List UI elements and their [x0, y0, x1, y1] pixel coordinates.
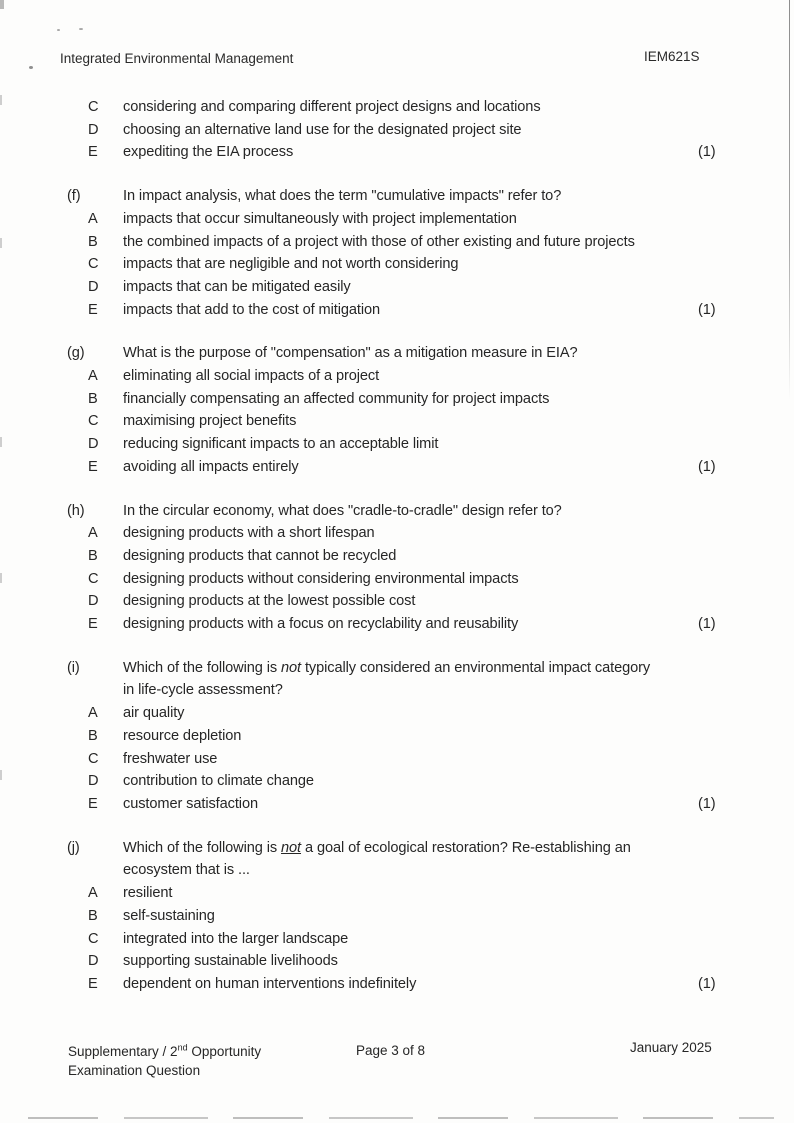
option-letter: B [88, 907, 98, 924]
option-letter: A [88, 210, 98, 227]
option-letter: C [88, 256, 99, 273]
question-label: (g) [67, 345, 85, 362]
footer-exam-type-line1: Supplementary / 2nd Opportunity [68, 1042, 262, 1059]
question-emphasis: not [281, 659, 302, 676]
option-row [0, 119, 794, 142]
option-text: designing products without considering environmental impacts [123, 570, 519, 587]
option-row [0, 950, 794, 973]
option-text: impacts that occur simultaneously with project implementation [123, 210, 517, 227]
option-row [0, 748, 794, 771]
question-label: (j) [67, 839, 80, 856]
scan-artifact-tick [0, 573, 2, 583]
scan-artifact-tick [0, 238, 2, 248]
option-row [0, 928, 794, 951]
option-letter: A [88, 368, 98, 385]
scan-artifact-dot [57, 29, 60, 31]
option-text: impacts that are negligible and not worth considering [123, 256, 459, 273]
mark-allocation: (1) [698, 458, 716, 475]
option-letter: B [88, 547, 98, 564]
option-row [0, 208, 794, 231]
option-letter: E [88, 616, 98, 633]
option-letter: D [88, 278, 99, 295]
option-letter: C [88, 413, 99, 430]
question-text-line2: ecosystem that is ... [123, 862, 250, 879]
option-text: choosing an alternative land use for the designated project site [123, 121, 522, 138]
option-row [0, 725, 794, 748]
question-label: (h) [67, 502, 85, 519]
option-row [0, 141, 794, 164]
question-row [0, 657, 794, 680]
option-letter: E [88, 458, 98, 475]
option-row [0, 276, 794, 299]
option-row [0, 253, 794, 276]
option-letter: C [88, 750, 99, 767]
option-letter: D [88, 593, 99, 610]
option-text: reducing significant impacts to an acceptable limit [123, 436, 439, 453]
scan-artifact-tick [0, 770, 2, 780]
option-text: expediting the EIA process [123, 144, 294, 161]
question-g-section [0, 342, 794, 478]
option-text: avoiding all impacts entirely [123, 458, 299, 475]
option-row [0, 905, 794, 928]
option-text: financially compensating an affected community for project impacts [123, 390, 550, 407]
scan-artifact-dot [79, 28, 83, 30]
question-content [0, 96, 794, 1017]
option-letter: C [88, 930, 99, 947]
option-row [0, 456, 794, 479]
scan-artifact-bottom-streak [28, 1117, 774, 1119]
question-text-post: a goal of ecological restoration? Re-establishing an [301, 839, 631, 856]
option-text: resilient [123, 885, 173, 902]
option-row [0, 410, 794, 433]
option-letter: E [88, 144, 98, 161]
option-letter: C [88, 570, 99, 587]
option-row [0, 388, 794, 411]
option-text: considering and comparing different project designs and locations [123, 99, 541, 115]
mark-allocation: (1) [698, 616, 716, 633]
question-row-line2 [0, 679, 794, 702]
scan-artifact-right-line [789, 0, 790, 400]
option-letter: E [88, 301, 98, 318]
option-letter: D [88, 773, 99, 790]
option-letter: D [88, 121, 99, 138]
option-text: the combined impacts of a project with those of other existing and future projects [123, 233, 635, 250]
question-label: (i) [67, 659, 80, 676]
mark-allocation: (1) [698, 301, 716, 318]
option-row [0, 702, 794, 725]
option-row [0, 590, 794, 613]
option-text: eliminating all social impacts of a project [123, 368, 380, 385]
option-letter: B [88, 390, 98, 407]
option-row [0, 231, 794, 254]
option-text: air quality [123, 705, 185, 722]
question-text-pre: Which of the following is [123, 839, 282, 856]
ordinal-superscript: nd [177, 1042, 188, 1053]
option-letter: A [88, 885, 98, 902]
scan-artifact-tick [0, 437, 2, 447]
option-text: integrated into the larger landscape [123, 930, 349, 947]
exam-date: January 2025 [630, 1040, 712, 1055]
question-row [0, 837, 794, 860]
option-text: dependent on human interventions indefinitely [123, 975, 417, 992]
option-text: impacts that add to the cost of mitigation [123, 301, 381, 318]
option-text: designing products with a short lifespan [123, 525, 375, 542]
option-row [0, 568, 794, 591]
question-emphasis: not [281, 839, 302, 856]
option-letter: A [88, 525, 98, 542]
option-text: supporting sustainable livelihoods [123, 953, 338, 970]
question-text-line2: in life-cycle assessment? [123, 682, 283, 699]
option-text: freshwater use [123, 750, 218, 767]
question-text: In the circular economy, what does "cradle-to-cradle" design refer to? [123, 502, 562, 519]
option-row [0, 973, 794, 996]
option-row [0, 96, 794, 119]
option-letter: B [88, 727, 98, 744]
option-row [0, 433, 794, 456]
question-i-section [0, 657, 794, 816]
option-text: maximising project benefits [123, 413, 297, 430]
option-letter: C [88, 99, 99, 115]
question-row [0, 500, 794, 523]
option-text: contribution to climate change [123, 773, 314, 790]
option-text: designing products that cannot be recycled [123, 547, 397, 564]
course-code: IEM621S [644, 49, 700, 64]
option-row [0, 882, 794, 905]
option-letter: A [88, 705, 98, 722]
option-text: designing products with a focus on recyclability and reusability [123, 616, 519, 633]
question-h-section [0, 500, 794, 636]
option-text: impacts that can be mitigated easily [123, 278, 351, 295]
options-continuation-section [0, 96, 794, 164]
question-label: (f) [67, 188, 81, 205]
mark-allocation: (1) [698, 795, 716, 812]
option-row [0, 522, 794, 545]
option-text: self-sustaining [123, 907, 215, 924]
mark-allocation: (1) [698, 144, 716, 161]
option-row [0, 793, 794, 816]
scan-artifact-dot [29, 66, 33, 69]
option-text: customer satisfaction [123, 795, 258, 812]
question-text: In impact analysis, what does the term "cumulative impacts" refer to? [123, 188, 562, 205]
question-text: What is the purpose of "compensation" as a mitigation measure in EIA? [123, 345, 578, 362]
option-row [0, 613, 794, 636]
option-row [0, 770, 794, 793]
option-text: designing products at the lowest possible cost [123, 593, 416, 610]
option-row [0, 545, 794, 568]
option-letter: E [88, 795, 98, 812]
question-row [0, 185, 794, 208]
document-title: Integrated Environmental Management [60, 51, 294, 66]
option-row [0, 299, 794, 322]
question-f-section [0, 185, 794, 321]
option-letter: E [88, 975, 98, 992]
option-letter: D [88, 436, 99, 453]
option-letter: B [88, 233, 98, 250]
question-j-section [0, 837, 794, 996]
scan-artifact-tick [0, 95, 2, 105]
footer-exam-type [68, 1043, 261, 1080]
option-row [0, 365, 794, 388]
question-text-post: typically considered an environmental impact category [301, 659, 651, 676]
page-number: Page 3 of 8 [356, 1043, 426, 1058]
question-row [0, 342, 794, 365]
question-text-pre: Which of the following is [123, 659, 282, 676]
option-text: resource depletion [123, 727, 242, 744]
footer-exam-type-line2: Examination Question [68, 1062, 201, 1078]
option-letter: D [88, 953, 99, 970]
mark-allocation: (1) [698, 975, 716, 992]
scan-artifact-corner [0, 0, 4, 9]
question-row-line2 [0, 859, 794, 882]
